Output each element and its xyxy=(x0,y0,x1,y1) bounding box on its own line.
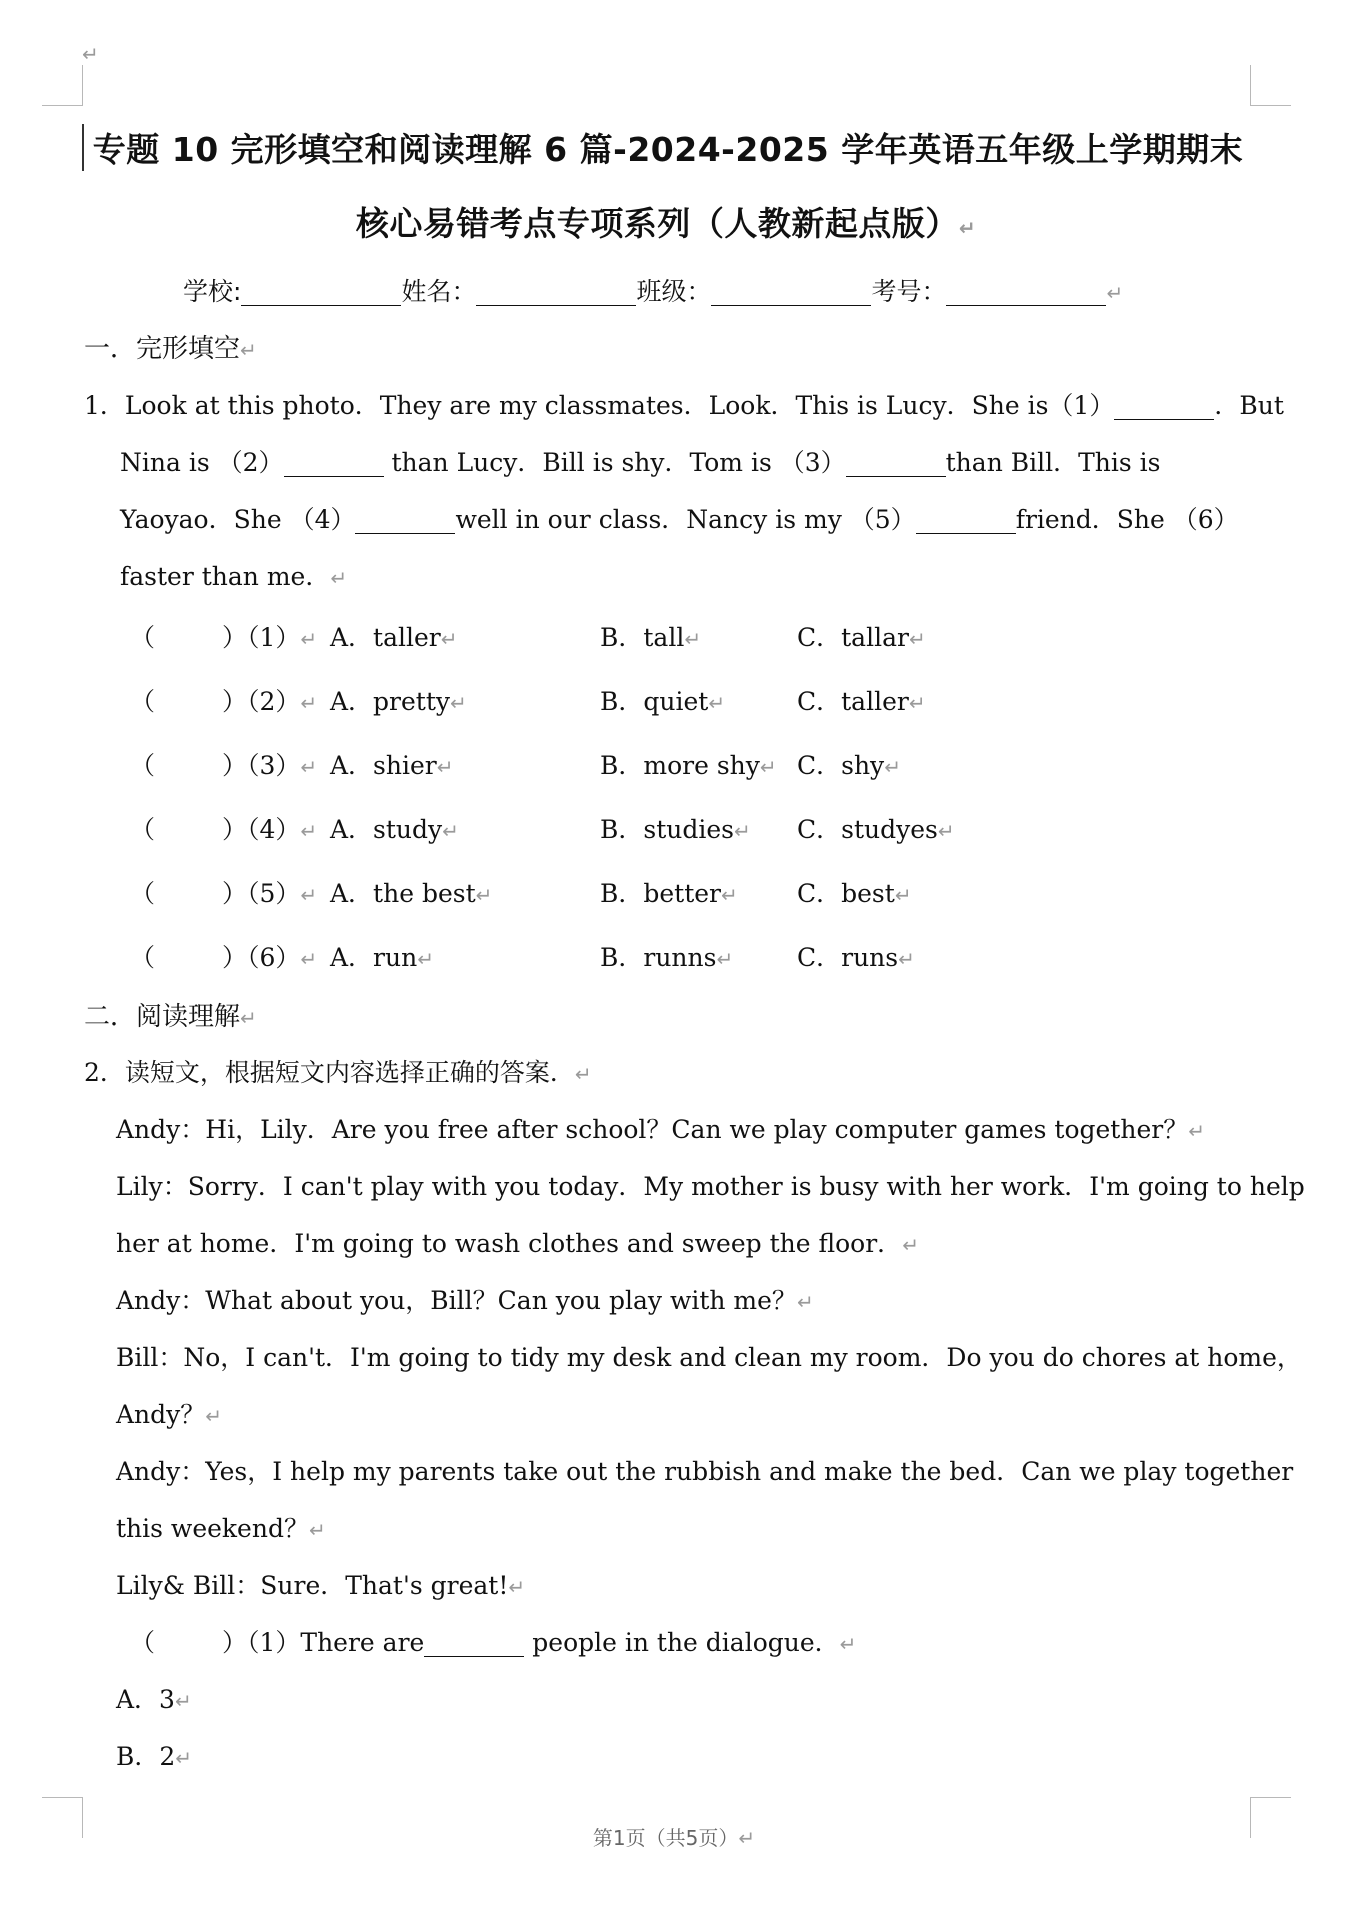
school-blank[interactable] xyxy=(241,277,401,306)
option-row-num: ）（6）↵ xyxy=(222,943,318,972)
dialogue-line: Andy：Hi，Lily．Are you free after school？Can we play computer games together？↵ xyxy=(116,1115,1205,1144)
option-a[interactable]: A．study↵ xyxy=(330,815,459,844)
answer-paren[interactable]: （ xyxy=(130,751,156,780)
option-a[interactable]: A．3↵ xyxy=(116,1685,192,1714)
option-b[interactable]: B．more shy↵ xyxy=(600,751,777,780)
answer-paren[interactable]: （ xyxy=(130,687,156,716)
option-a[interactable]: A．taller↵ xyxy=(330,623,458,652)
class-blank[interactable] xyxy=(711,277,871,306)
blank-2[interactable] xyxy=(284,448,384,477)
paragraph-mark-icon: ↵ xyxy=(82,42,99,66)
option-b[interactable]: B．studies↵ xyxy=(600,815,751,844)
q1-passage-line2: Nina is （2） than Lucy．Bill is shy．Tom is （3） than Bill．This is xyxy=(120,448,1161,477)
option-b[interactable]: B．2↵ xyxy=(116,1742,193,1771)
answer-paren[interactable]: （ xyxy=(130,879,156,908)
page-footer: 第1页（共5页）↵ xyxy=(592,1826,756,1850)
option-row-num: ）（4）↵ xyxy=(222,815,318,844)
dialogue-line: Andy：Yes，I help my parents take out the rubbish and make the bed．Can we play together xyxy=(116,1457,1294,1486)
option-c[interactable]: C．shy↵ xyxy=(797,751,901,780)
option-c[interactable]: C．best↵ xyxy=(797,879,912,908)
class-label: 班级： xyxy=(636,277,712,306)
option-c[interactable]: C．taller↵ xyxy=(797,687,926,716)
dialogue-line: this weekend？↵ xyxy=(116,1514,326,1543)
document-title-line1: 专题 10 完形填空和阅读理解 6 篇-2024-2025 学年英语五年级上学期期末 xyxy=(82,124,1250,171)
crop-mark-top-right xyxy=(1250,65,1291,106)
dialogue-line: Andy？↵ xyxy=(116,1400,223,1429)
option-b[interactable]: B．quiet↵ xyxy=(600,687,726,716)
dialogue-line: Bill：No，I can't．I'm going to tidy my desk and clean my room．Do you do chores at home， xyxy=(116,1343,1302,1372)
q1-passage-line4: faster than me．↵ xyxy=(120,562,348,591)
dialogue-line: Andy：What about you，Bill？Can you play with me？↵ xyxy=(116,1286,814,1315)
sub-question-stem: ）（1）There are people in the dialogue．↵ xyxy=(222,1628,857,1657)
document-title-line2: 核心易错考点专项系列（人教新起点版）↵ xyxy=(355,204,977,243)
option-a[interactable]: A．pretty↵ xyxy=(330,687,467,716)
option-b[interactable]: B．tall↵ xyxy=(600,623,702,652)
option-row-num: ）（1）↵ xyxy=(222,623,318,652)
option-row-num: ）（2）↵ xyxy=(222,687,318,716)
option-c[interactable]: C．runs↵ xyxy=(797,943,915,972)
dialogue-line: Lily：Sorry．I can't play with you today．My mother is busy with her work．I'm going to help xyxy=(116,1172,1305,1201)
school-label: 学校: xyxy=(183,277,242,306)
answer-paren[interactable]: （ xyxy=(130,623,156,652)
option-a[interactable]: A．shier↵ xyxy=(330,751,454,780)
exam-no-label: 考号： xyxy=(871,277,947,306)
exam-no-blank[interactable] xyxy=(946,277,1106,306)
q2-instruction: 2．读短文，根据短文内容选择正确的答案．↵ xyxy=(84,1058,592,1087)
option-row-num: ）（5）↵ xyxy=(222,879,318,908)
answer-paren[interactable]: （ xyxy=(130,1628,156,1657)
dialogue-line: Lily& Bill：Sure．That's great!↵ xyxy=(116,1571,526,1600)
name-blank[interactable] xyxy=(476,277,636,306)
option-b[interactable]: B．better↵ xyxy=(600,879,738,908)
blank-4[interactable] xyxy=(355,505,455,534)
option-a[interactable]: A．the best↵ xyxy=(330,879,493,908)
student-info-line: 学校: 姓名： 班级： 考号： ↵ xyxy=(183,277,1124,306)
section1-heading: 一．完形填空↵ xyxy=(84,334,257,364)
answer-paren[interactable]: （ xyxy=(130,815,156,844)
stem-blank[interactable] xyxy=(424,1628,524,1657)
option-c[interactable]: C．studyes↵ xyxy=(797,815,955,844)
q1-passage-line3: Yaoyao．She （4） well in our class．Nancy is my （5） friend．She （6） xyxy=(120,505,1239,534)
option-b[interactable]: B．runns↵ xyxy=(600,943,734,972)
option-c[interactable]: C．tallar↵ xyxy=(797,623,926,652)
blank-3[interactable] xyxy=(846,448,946,477)
section2-heading: 二．阅读理解↵ xyxy=(84,1002,257,1032)
name-label: 姓名： xyxy=(401,277,477,306)
option-a[interactable]: A．run↵ xyxy=(330,943,434,972)
q1-passage-line1: 1．Look at this photo．They are my classmates．Look．This is Lucy．She is（1） ．But xyxy=(84,391,1284,420)
dialogue-line: her at home．I'm going to wash clothes and sweep the floor．↵ xyxy=(116,1229,919,1258)
answer-paren[interactable]: （ xyxy=(130,943,156,972)
crop-mark-top-left xyxy=(42,65,83,106)
blank-5[interactable] xyxy=(916,505,1016,534)
option-row-num: ）（3）↵ xyxy=(222,751,318,780)
blank-1[interactable] xyxy=(1114,391,1214,420)
